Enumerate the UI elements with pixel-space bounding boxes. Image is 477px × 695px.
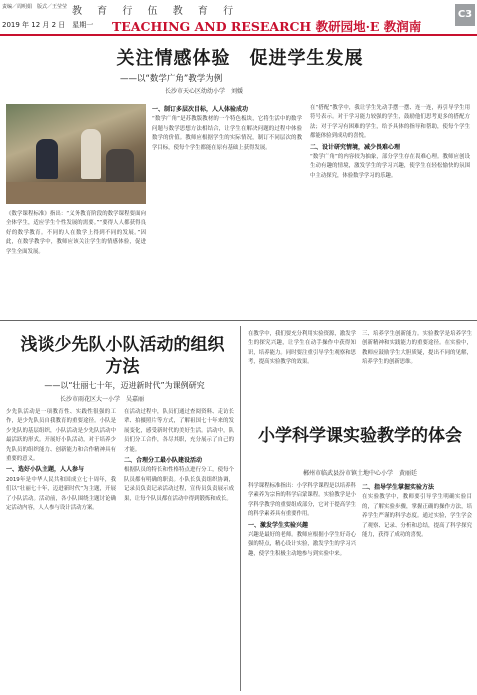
article3-column2 <box>362 482 472 688</box>
article3-paragraph2: 兴趣是最好的老师。教师应根据小学生好奇心强的特点，精心设计实验，激发学生的学习兴趣，使学生积极主动地参与到实验中来。 <box>248 532 356 557</box>
issue-date: 2019 年 12 月 2 日 星期一 <box>2 21 94 29</box>
article2-heading1: 一、选好小队主题，人人参与 <box>6 466 85 474</box>
article2-heading2: 二、合理分工最小队建设活动 <box>124 457 203 465</box>
student-figure <box>36 139 58 179</box>
page-header <box>0 0 477 40</box>
article1-subtitle: ——以“数学广角”教学为例 <box>120 74 223 84</box>
article2-paragraph2: 2019年是中华人民共和国成立七十周年，我们以“壮丽七十年，迈进新时代”为主题，开展了小队活动。活动前，各小队围绕主题讨论确定活动内容，人人参与设计活动方案。 <box>6 476 116 512</box>
article3-top-paragraph1: 在教学中，我们要充分利用实验资源，激发学生的探究兴趣，让学生在动手操作中获得知识，培养能力。同时要注重引导学生观察和思考，提高实验教学的效果。 <box>248 331 356 366</box>
article1-paragraph2: “数学广角”是苏教版教材的一个特色板块，它将生活中的数学问题与数学思想方法相结合，让学生在解决问题的过程中体验数学的价值。教师应根据学生的实际情况，制订不同层次的教学目标，使每个学生都能在原有基础上获得发展。 <box>152 116 302 151</box>
article3-title: 小学科学课实验教学的体会 <box>258 426 462 446</box>
article1-paragraph4: “数学广角”的内容较为抽象，部分学生存在畏难心理。教师应创设生动有趣的情境，激发学生的学习兴趣，使学生在轻松愉快的氛围中主动探究，体验数学学习的乐趣。 <box>310 154 470 179</box>
article3-top-column1 <box>248 330 356 422</box>
article2-column1 <box>6 408 116 688</box>
editor-info: 责编／周明娟 版式／王莹莹 <box>2 4 68 10</box>
article2-column2 <box>124 408 234 688</box>
article1-title: 关注情感体验 促进学生发展 <box>116 48 364 69</box>
header-rule <box>0 34 477 36</box>
article3-author: 郴州市临武县汾市镇土地中心小学 黄丽廷 <box>302 470 417 477</box>
page-number-badge: C3 <box>455 4 475 26</box>
classroom-photo <box>6 104 146 204</box>
article3-heading1: 一、激发学生实验兴趣 <box>248 521 309 529</box>
article3-heading2: 二、指导学生掌握实验方法 <box>362 484 435 491</box>
article1-heading2: 二、设计研究情境，减少畏难心理 <box>310 143 401 151</box>
article3-top-column2 <box>362 330 472 422</box>
article1-column2 <box>152 104 302 310</box>
article1-heading1: 一、制订多层次目标，人人体验成功 <box>152 106 249 113</box>
article1-author: 长沙市天心区幼幼小学 刘媛 <box>165 88 244 95</box>
section-divider <box>0 320 477 321</box>
masthead-top: 教 育 行 伍 教 育 行 <box>72 6 240 17</box>
article2-subtitle: ——以“壮丽七十年，迈进新时代”为课例研究 <box>44 381 205 390</box>
article2-paragraph1: 少先队活动是一项教育性、实践性很强的工作，是少先队员自我教育的重要途径。小队是少先队的基层组织，小队活动是少先队活动中最活跃的形式。开展好小队活动，对于培养少先队员的组织能力、创新能力和合作精神具有重要的意义。 <box>6 409 116 463</box>
desk-area <box>6 182 146 204</box>
article3-paragraph3: 在实验教学中，教师要引导学生明确实验目的，了解实验步骤，掌握正确的操作方法，培养学生严谨的科学态度。通过实验，学生学会了观察、记录、分析和总结，提高了科学探究能力，获得了成功的喜悦。 <box>362 494 472 539</box>
article1-intro: 《数学课程标准》指出：“义务教育阶段的数学课程要面向全体学生，适应学生个性发展的需要。”“要得人人都获得良好的数学教育。不同的人在数学上得到不同的发展。”因此，在数学教学中，教师应该关注学生的情感体验，促进学生全面发展。 <box>6 211 146 255</box>
article2-author: 长沙市雨花区大一小学 吴嘉丽 <box>60 396 145 403</box>
article1-column1 <box>6 210 146 310</box>
column-rule <box>240 326 241 691</box>
article1-paragraph3: 在“搭配”教学中，我让学生先动手摆一摆、连一连，再引导学生用符号表示。对于学习能力较强的学生，鼓励他们思考更多的搭配方法；对于学习有困难的学生，给予具体的指导和帮助，使每个学生都能体验到成功的喜悦。 <box>310 105 470 140</box>
article2-title: 浅谈少先队小队活动的组织方法 <box>20 335 225 377</box>
section-title: TEACHING AND RESEARCH 教研园地·E 教润南 <box>112 19 422 34</box>
article3-top-paragraph2: 三、培养学生创新能力。实验教学是培养学生创新精神和实践能力的重要途径。在实验中，教师应鼓励学生大胆质疑，提出不同的见解，培养学生的创新思维。 <box>362 331 472 366</box>
teacher-figure <box>81 129 101 179</box>
article3-column1 <box>248 482 356 688</box>
article2-paragraph3: 在活动过程中，队员们通过查阅资料、走访长辈、拍摄照片等方式，了解祖国七十年来的发展变化，感受新时代的美好生活。活动中，队员们分工合作，各尽其职，充分展示了自己的才能。 <box>124 409 234 453</box>
article2-paragraph4: 根据队员的特长和性格特点进行分工，使每个队员都有明确的职责。小队长负责组织协调，记录员负责记录活动过程，宣传员负责展示成果，让每个队员都在活动中得到锻炼和成长。 <box>124 467 234 502</box>
article1-column3 <box>310 104 470 310</box>
article3-paragraph1: 科学课程标准指出：小学科学课程是以培养科学素养为宗旨的科学启蒙课程。实验教学是小学科学教学的重要组成部分，它对于提高学生的科学素养具有重要作用。 <box>248 483 356 518</box>
